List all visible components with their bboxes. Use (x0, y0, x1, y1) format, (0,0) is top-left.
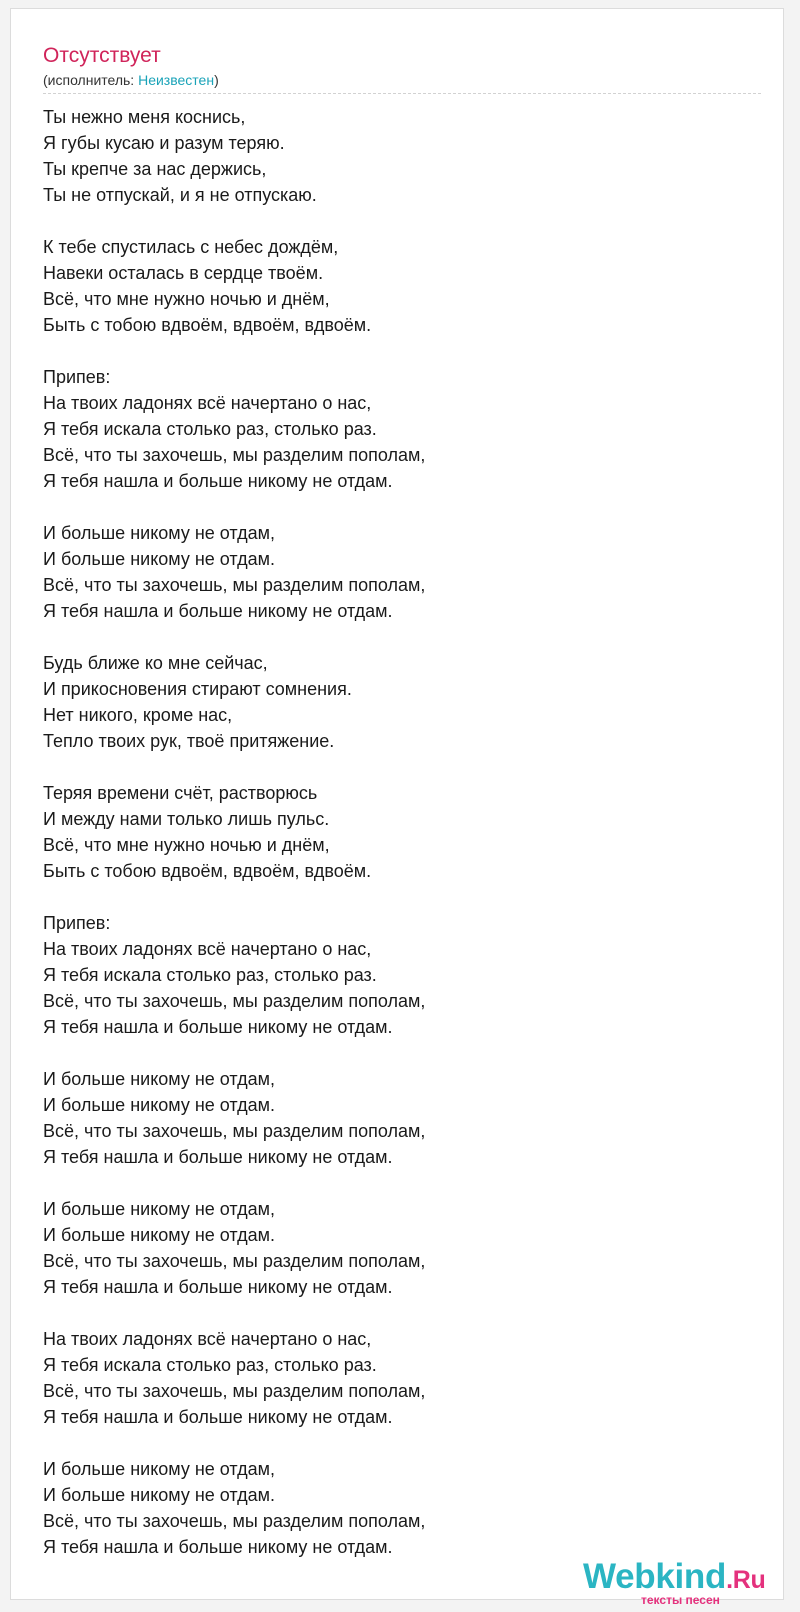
logo-wordmark (583, 1559, 765, 1594)
artist-link[interactable]: Неизвестен (138, 72, 215, 88)
lyric-line: И больше никому не отдам. (43, 549, 275, 569)
lyric-line: Я тебя искала столько раз, столько раз. (43, 1355, 377, 1375)
song-card (10, 8, 784, 1607)
lyric-line: Всё, что ты захочешь, мы разделим пополам, (43, 1381, 426, 1401)
lyric-line: Всё, что ты захочешь, мы разделим пополам, (43, 991, 426, 1011)
lyric-line: Я тебя нашла и больше никому не отдам. (43, 1407, 393, 1427)
lyric-line: Всё, что мне нужно ночью и днём, (43, 835, 330, 855)
header-divider (43, 93, 761, 94)
lyric-line: Я тебя искала столько раз, столько раз. (43, 965, 377, 985)
lyric-line: Я тебя нашла и больше никому не отдам. (43, 471, 393, 491)
lyric-line: Всё, что ты захочешь, мы разделим пополам, (43, 1251, 426, 1271)
lyric-line: Будь ближе ко мне сейчас, (43, 653, 268, 673)
lyric-line: Я тебя нашла и больше никому не отдам. (43, 1277, 393, 1297)
lyric-line: Припев: (43, 367, 111, 387)
lyric-line: Я губы кусаю и разум теряю. (43, 133, 285, 153)
lyric-line: Я тебя нашла и больше никому не отдам. (43, 1147, 393, 1167)
lyrics-stanza (43, 1326, 425, 1430)
lyric-line: И больше никому не отдам, (43, 1199, 275, 1219)
lyric-line: Всё, что ты захочешь, мы разделим пополам, (43, 575, 426, 595)
artist-prefix: (исполнитель: (43, 72, 139, 88)
lyric-line: Теряя времени счёт, растворюсь (43, 783, 318, 803)
lyric-line: Я тебя нашла и больше никому не отдам. (43, 601, 393, 621)
lyric-line: На твоих ладонях всё начертано о нас, (43, 393, 372, 413)
lyric-line: Быть с тобою вдвоём, вдвоём, вдвоём. (43, 315, 372, 335)
lyric-line: Навеки осталась в сердце твоём. (43, 263, 324, 283)
logo-brand: Webkind (583, 1557, 727, 1596)
lyrics-stanza (43, 650, 425, 754)
artist-line (43, 73, 219, 87)
lyric-line: Ты не отпускай, и я не отпускаю. (43, 185, 317, 205)
lyric-line: И больше никому не отдам, (43, 1069, 275, 1089)
lyrics-stanza (43, 1196, 425, 1300)
lyrics-stanza (43, 910, 425, 1040)
lyrics-block (43, 104, 425, 1586)
lyric-line: Всё, что ты захочешь, мы разделим пополам, (43, 1511, 426, 1531)
lyrics-stanza (43, 520, 425, 624)
lyric-line: И прикосновения стирают сомнения. (43, 679, 352, 699)
lyrics-stanza (43, 1456, 425, 1560)
lyrics-stanza (43, 1066, 425, 1170)
lyric-line: И больше никому не отдам, (43, 1459, 275, 1479)
lyric-line: На твоих ладонях всё начертано о нас, (43, 939, 372, 959)
lyric-line: Я тебя искала столько раз, столько раз. (43, 419, 377, 439)
lyric-line: Припев: (43, 913, 111, 933)
lyrics-stanza (43, 104, 425, 208)
lyric-line: И больше никому не отдам. (43, 1485, 275, 1505)
lyric-line: Я тебя нашла и больше никому не отдам. (43, 1017, 393, 1037)
lyric-line: Я тебя нашла и больше никому не отдам. (43, 1537, 393, 1557)
lyric-line: К тебе спустилась с небес дождём, (43, 237, 339, 257)
lyric-line: Всё, что мне нужно ночью и днём, (43, 289, 330, 309)
logo-tld: .Ru (726, 1566, 766, 1594)
artist-suffix: ) (214, 72, 219, 88)
lyrics-stanza (43, 364, 425, 494)
lyrics-stanza (43, 234, 425, 338)
webkind-logo[interactable] (583, 1559, 783, 1609)
logo-tagline: тексты песен (641, 1593, 720, 1607)
lyric-line: И между нами только лишь пульс. (43, 809, 330, 829)
lyric-line: Всё, что ты захочешь, мы разделим пополам, (43, 445, 426, 465)
lyric-line: И больше никому не отдам. (43, 1225, 275, 1245)
song-title: Отсутствует (43, 44, 161, 67)
lyrics-stanza (43, 780, 425, 884)
lyric-line: Ты крепче за нас держись, (43, 159, 267, 179)
lyric-line: Всё, что ты захочешь, мы разделим пополам, (43, 1121, 426, 1141)
lyric-line: Нет никого, кроме нас, (43, 705, 233, 725)
lyric-line: Ты нежно меня коснись, (43, 107, 246, 127)
lyric-line: Тепло твоих рук, твоё притяжение. (43, 731, 335, 751)
lyric-line: Быть с тобою вдвоём, вдвоём, вдвоём. (43, 861, 372, 881)
lyric-line: На твоих ладонях всё начертано о нас, (43, 1329, 372, 1349)
lyric-line: И больше никому не отдам. (43, 1095, 275, 1115)
lyric-line: И больше никому не отдам, (43, 523, 275, 543)
